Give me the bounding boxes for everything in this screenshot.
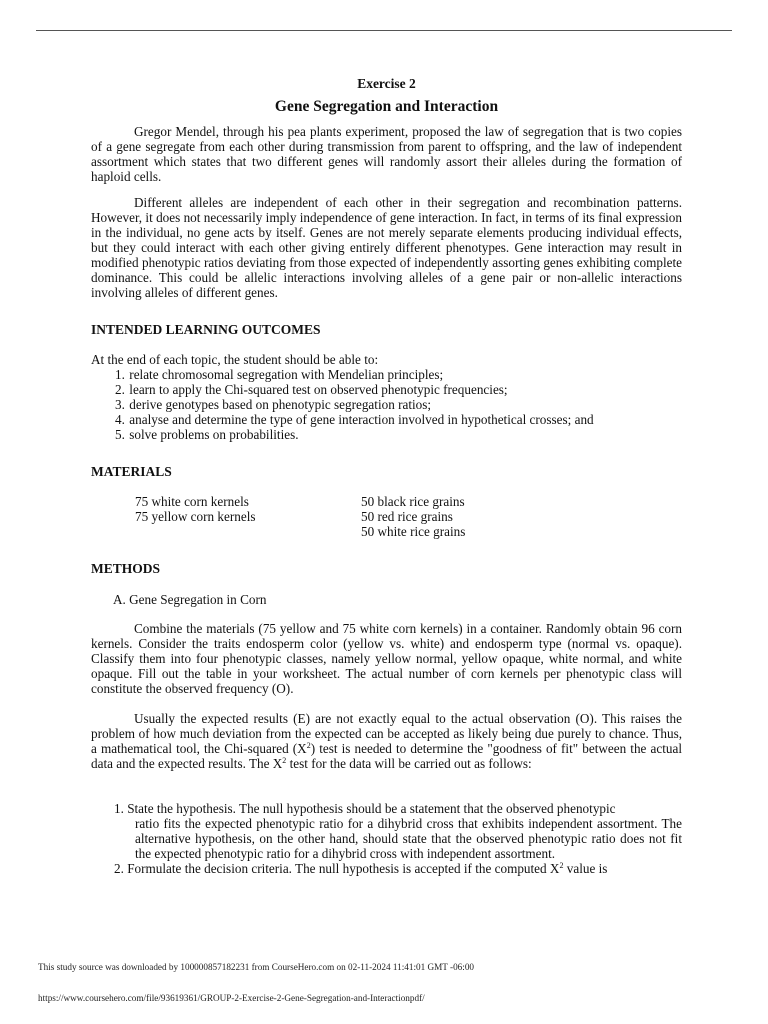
materials-column-rice bbox=[361, 494, 587, 539]
methods-subheading: A. Gene Segregation in Corn bbox=[113, 592, 267, 607]
material-item: 75 yellow corn kernels bbox=[135, 509, 256, 524]
outcomes-intro: At the end of each topic, the student should be able to: bbox=[91, 352, 379, 367]
materials-list bbox=[135, 494, 682, 539]
chi-square-steps bbox=[91, 801, 682, 876]
document-page bbox=[91, 76, 682, 876]
material-item: 75 white corn kernels bbox=[135, 494, 249, 509]
outcome-item: 5. solve problems on probabilities. bbox=[115, 427, 299, 442]
outcomes-list bbox=[91, 367, 682, 442]
source-url[interactable]: https://www.coursehero.com/file/93619361/GROUP-2-Exercise-2-Gene-Segregation-and-Interactionpdf/ bbox=[38, 993, 425, 1003]
top-rule bbox=[36, 30, 732, 31]
step-item: 1. State the hypothesis. The null hypothesis should be a statement that the observed phenotypic ratio fits the expected phenotypic ratio for a dihybrid cross that exhibits independent assortment. The alternative hypothesis, on the other hand, should state that the observed phenotypic ratio does not fit the expected phenotypic ratio for a dihybrid cross with independent assortment. bbox=[114, 801, 682, 861]
outcome-item: 1. relate chromosomal segregation with Mendelian principles; bbox=[115, 367, 444, 382]
materials-column-corn bbox=[135, 494, 361, 539]
outcome-item: 2. learn to apply the Chi-squared test on observed phenotypic frequencies; bbox=[115, 382, 508, 397]
step-item: 2. Formulate the decision criteria. The null hypothesis is accepted if the computed $X^2$ value is bbox=[114, 861, 608, 876]
materials-heading: MATERIALS bbox=[91, 464, 172, 479]
outcome-item: 4. analyse and determine the type of gene interaction involved in hypothetical crosses; and bbox=[115, 412, 594, 427]
intro-paragraph-1: Gregor Mendel, through his pea plants experiment, proposed the law of segregation that is two copies of a gene segregate from each other during transmission from parent to offspring, and the law of independent assortment which states that two different genes will randomly assort their alleles during the formation of haploid cells. bbox=[91, 124, 682, 184]
material-item: 50 black rice grains bbox=[361, 494, 465, 509]
exercise-title: Gene Segregation and Interaction bbox=[274, 98, 499, 115]
outcome-item: 3. derive genotypes based on phenotypic segregation ratios; bbox=[115, 397, 432, 412]
download-source-note: This study source was downloaded by 100000857182231 from CourseHero.com on 02-11-2024 11:41:01 GMT -06:00 bbox=[38, 962, 475, 972]
material-item: 50 white rice grains bbox=[361, 524, 466, 539]
methods-paragraph-2: Usually the expected results (E) are not exactly equal to the actual observation (O). This raises the problem of how much deviation from the expected can be accepted as likely being due purely to chance. Thus, a mathematical tool, the Chi-squared $(X^2)$ test is needed to determine the "goodness of fit" between the actual data and the expected results. The $X^2$ test for the data will be carried out as follows: bbox=[91, 711, 682, 771]
intro-paragraph-2: Different alleles are independent of each other in their segregation and recombination patterns. However, it does not necessarily imply independence of gene interaction. In fact, in terms of its final expression in the individual, no gene acts by itself. Genes are not merely separate elements producing individual effects, but they could interact with each other giving entirely different phenotypes. Gene interaction may result in modified phenotypic ratios deviating from those expected of independently assorting genes exhibiting complete dominance. This could be allelic interactions involving alleles of a gene pair or non-allelic interactions involving alleles of different genes. bbox=[91, 195, 682, 300]
methods-paragraph-1: Combine the materials (75 yellow and 75 white corn kernels) in a container. Randomly obtain 96 corn kernels. Consider the traits endosperm color (yellow vs. white) and endosperm type (normal vs. opaque). Classify them into four phenotypic classes, namely yellow normal, yellow opaque, white normal, and white opaque. Fill out the table in your worksheet. The actual number of corn kernels per phenotypic class will constitute the observed frequency (O). bbox=[91, 621, 682, 696]
exercise-label: Exercise 2 bbox=[357, 76, 416, 91]
material-item: 50 red rice grains bbox=[361, 509, 453, 524]
outcomes-heading: INTENDED LEARNING OUTCOMES bbox=[91, 322, 321, 337]
methods-heading: METHODS bbox=[91, 561, 161, 576]
